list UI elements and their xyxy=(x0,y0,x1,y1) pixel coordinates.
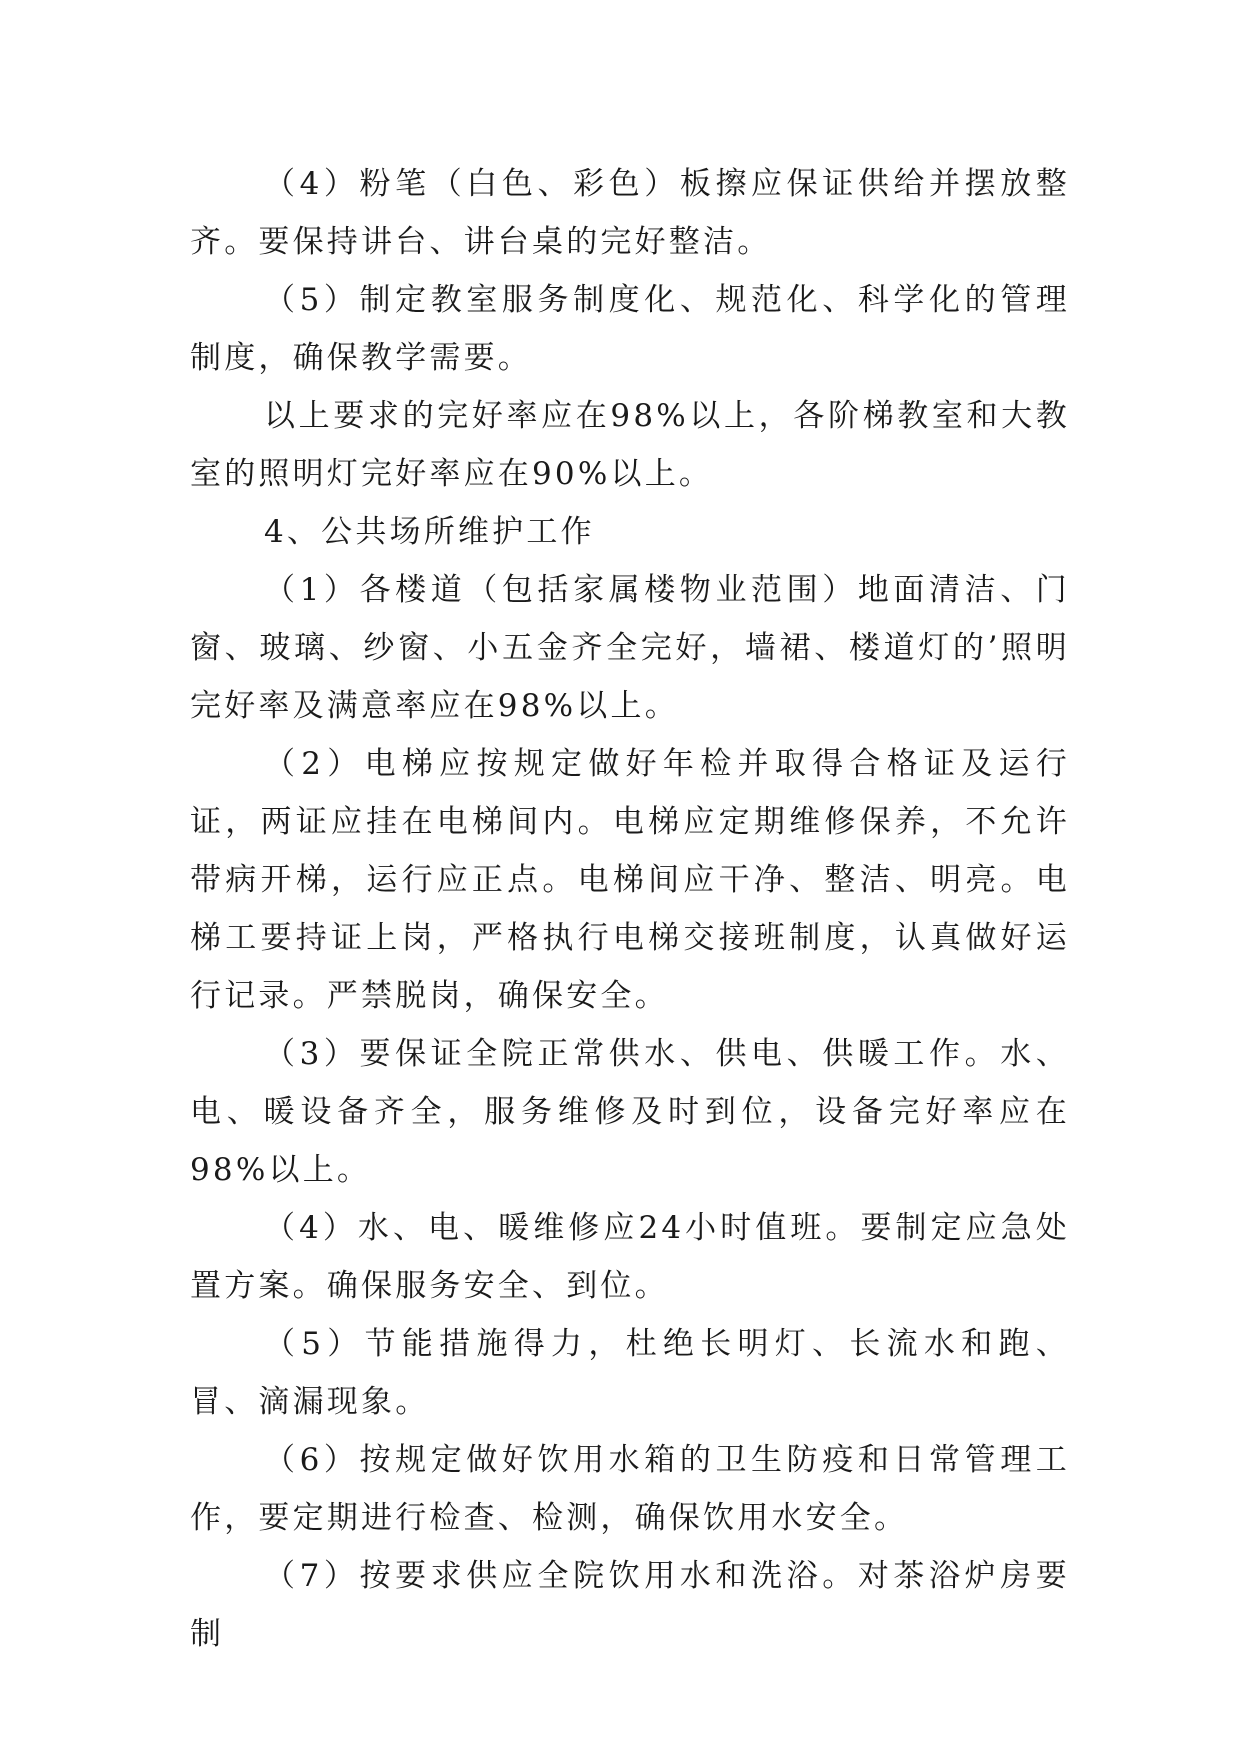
paragraph: 以上要求的完好率应在98%以上，各阶梯教室和大教室的照明灯完好率应在90%以上。 xyxy=(190,398,1070,492)
section-heading: 4、公共场所维护工作 xyxy=(264,514,595,550)
paragraph: （5）制定教室服务制度化、规范化、科学化的管理制度，确保教学需要。 xyxy=(190,282,1070,376)
paragraph: （7）按要求供应全院饮用水和洗浴。对茶浴炉房要制 xyxy=(190,1558,1070,1652)
paragraph: （6）按规定做好饮用水箱的卫生防疫和日常管理工作，要定期进行检查、检测，确保饮用水安全。 xyxy=(190,1442,1070,1536)
paragraph: （3）要保证全院正常供水、供电、供暖工作。水、电、暖设备齐全，服务维修及时到位，设备完好率应在98%以上。 xyxy=(190,1036,1070,1188)
paragraph: （5）节能措施得力，杜绝长明灯、长流水和跑、冒、滴漏现象。 xyxy=(190,1326,1070,1420)
document-body xyxy=(190,155,1070,1663)
paragraph: （2）电梯应按规定做好年检并取得合格证及运行证，两证应挂在电梯间内。电梯应定期维修保养，不允许带病开梯，运行应正点。电梯间应干净、整洁、明亮。电梯工要持证上岗，严格执行电梯交接班制度，认真做好运行记录。严禁脱岗，确保安全。 xyxy=(190,746,1070,1014)
paragraph: （1）各楼道（包括家属楼物业范围）地面清洁、门窗、玻璃、纱窗、小五金齐全完好，墙裙、楼道灯的’照明完好率及满意率应在98%以上。 xyxy=(190,572,1070,724)
paragraph: （4）水、电、暖维修应24小时值班。要制定应急处置方案。确保服务安全、到位。 xyxy=(190,1210,1070,1304)
paragraph: （4）粉笔（白色、彩色）板擦应保证供给并摆放整齐。要保持讲台、讲台桌的完好整洁。 xyxy=(190,166,1070,260)
